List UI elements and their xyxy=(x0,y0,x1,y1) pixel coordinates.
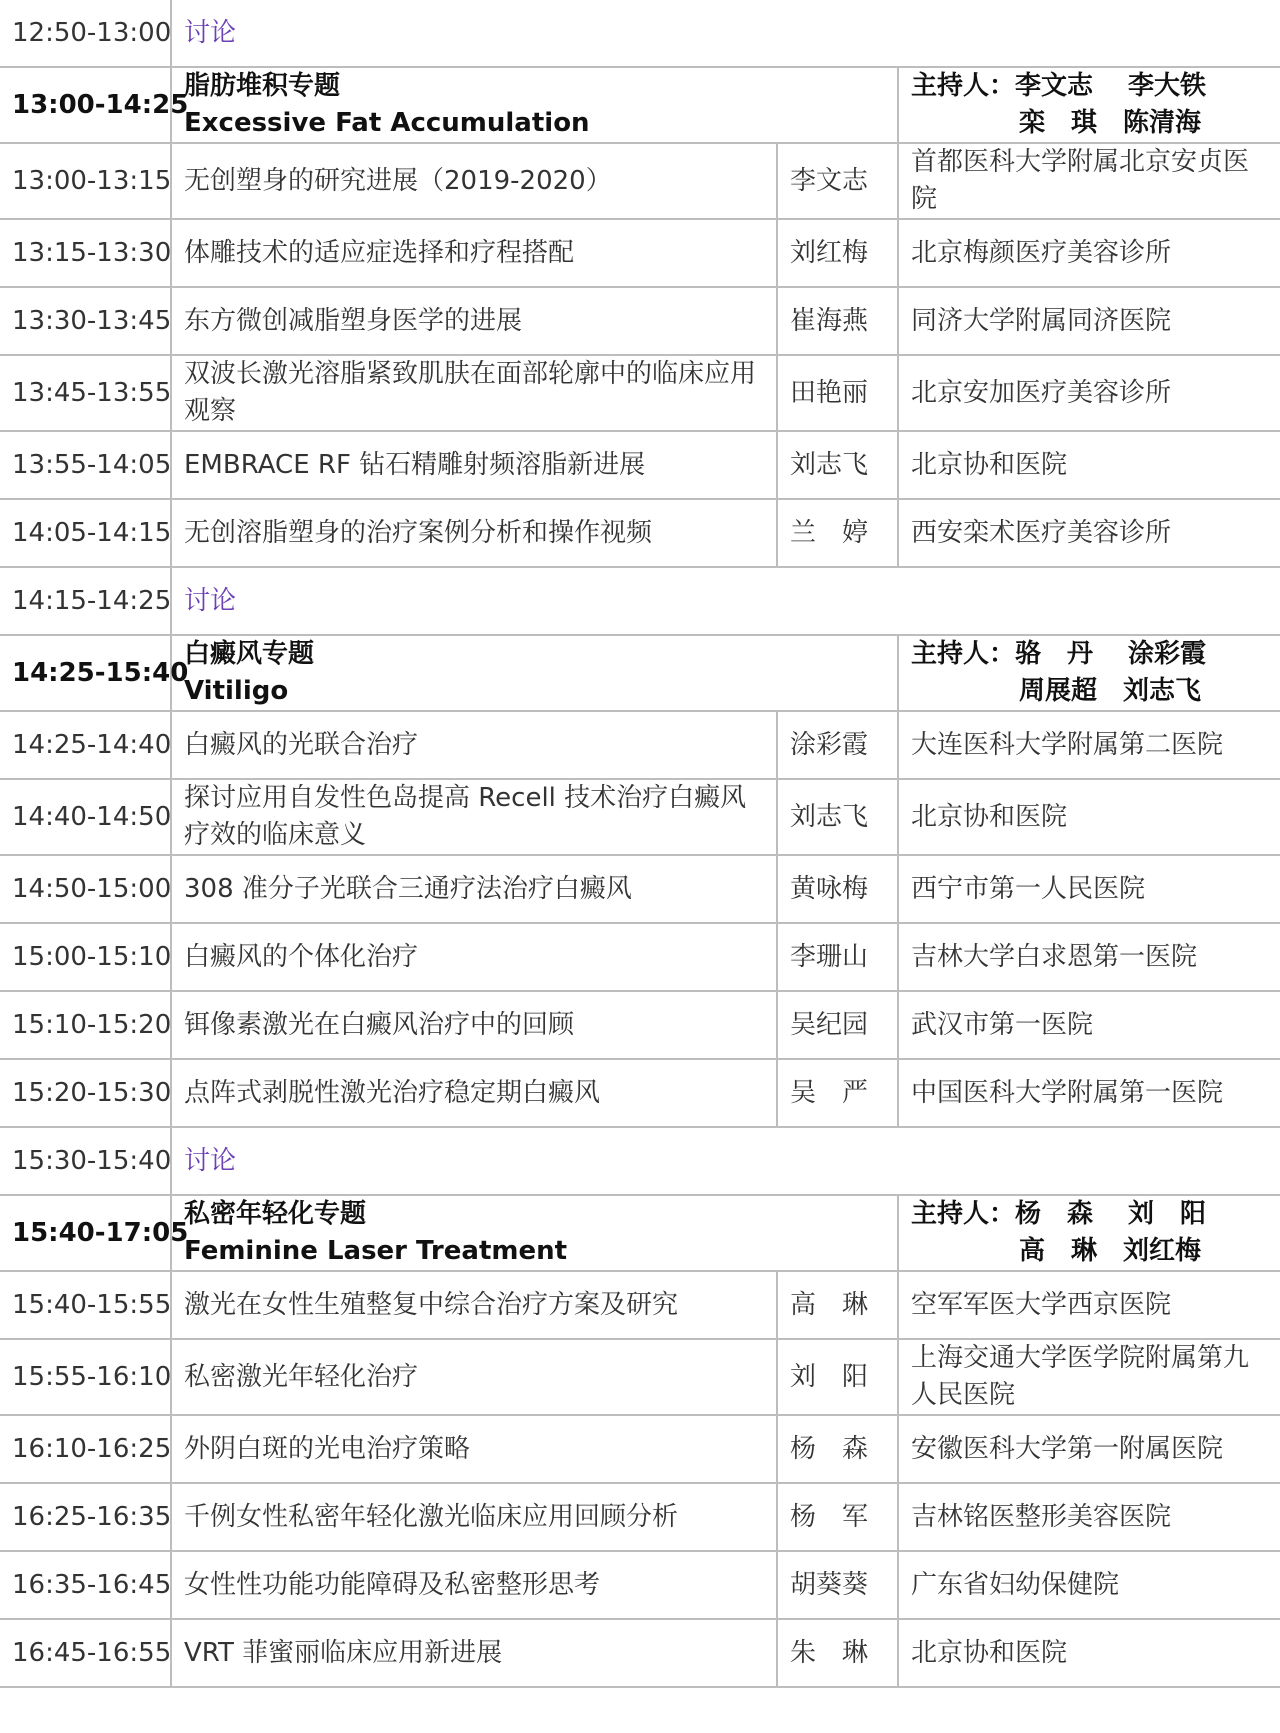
session-title-cn: 脂肪堆积专题 xyxy=(184,71,341,101)
topic-cell: 外阴白斑的光电治疗策略 xyxy=(171,1415,777,1483)
time-cell: 13:30-13:45 xyxy=(0,287,171,355)
topic-cell: 东方微创减脂塑身医学的进展 xyxy=(171,287,777,355)
talk-row xyxy=(0,143,1280,219)
talk-row xyxy=(0,287,1280,355)
session-header-row xyxy=(0,67,1280,143)
session-hosts-cell xyxy=(898,635,1280,711)
talk-row xyxy=(0,1551,1280,1619)
speaker-cell: 杨 军 xyxy=(777,1483,898,1551)
discussion-row xyxy=(0,1127,1280,1195)
topic-cell: 308 准分子光联合三通疗法治疗白癜风 xyxy=(171,855,777,923)
time-cell: 15:40-15:55 xyxy=(0,1271,171,1339)
talk-row xyxy=(0,1619,1280,1687)
topic-cell: 白癜风的个体化治疗 xyxy=(171,923,777,991)
speaker-cell: 刘 阳 xyxy=(777,1339,898,1415)
session-header-row xyxy=(0,635,1280,711)
hospital-cell: 同济大学附属同济医院 xyxy=(898,287,1280,355)
speaker-cell: 田艳丽 xyxy=(777,355,898,431)
speaker-cell: 崔海燕 xyxy=(777,287,898,355)
talk-row xyxy=(0,991,1280,1059)
session-time-cell: 15:40-17:05 xyxy=(0,1195,171,1271)
talk-row xyxy=(0,711,1280,779)
talk-row xyxy=(0,1271,1280,1339)
talk-row xyxy=(0,1483,1280,1551)
time-cell: 13:45-13:55 xyxy=(0,355,171,431)
time-cell: 13:00-13:15 xyxy=(0,143,171,219)
speaker-cell: 李珊山 xyxy=(777,923,898,991)
topic-cell: 铒像素激光在白癜风治疗中的回顾 xyxy=(171,991,777,1059)
hospital-cell: 空军军医大学西京医院 xyxy=(898,1271,1280,1339)
topic-cell: 千例女性私密年轻化激光临床应用回顾分析 xyxy=(171,1483,777,1551)
time-cell: 16:25-16:35 xyxy=(0,1483,171,1551)
topic-cell: 激光在女性生殖整复中综合治疗方案及研究 xyxy=(171,1271,777,1339)
time-cell: 16:45-16:55 xyxy=(0,1619,171,1687)
hospital-cell: 上海交通大学医学院附属第九人民医院 xyxy=(898,1339,1280,1415)
session-header-row xyxy=(0,1195,1280,1271)
speaker-cell: 刘红梅 xyxy=(777,219,898,287)
topic-cell: 女性性功能功能障碍及私密整形思考 xyxy=(171,1551,777,1619)
talk-row xyxy=(0,355,1280,431)
time-cell: 15:30-15:40 xyxy=(0,1127,171,1195)
hosts-line-2: 周展超 刘志飞 xyxy=(1019,676,1202,706)
time-cell: 14:40-14:50 xyxy=(0,779,171,855)
speaker-cell: 吴纪园 xyxy=(777,991,898,1059)
hospital-cell: 广东省妇幼保健院 xyxy=(898,1551,1280,1619)
talk-row xyxy=(0,1059,1280,1127)
discussion-label: 讨论 xyxy=(171,0,1280,67)
discussion-label: 讨论 xyxy=(171,1127,1280,1195)
speaker-cell: 李文志 xyxy=(777,143,898,219)
topic-cell: 双波长激光溶脂紧致肌肤在面部轮廓中的临床应用观察 xyxy=(171,355,777,431)
talk-row xyxy=(0,779,1280,855)
talk-row xyxy=(0,1415,1280,1483)
hospital-cell: 武汉市第一医院 xyxy=(898,991,1280,1059)
session-title-cn: 私密年轻化专题 xyxy=(184,1199,367,1229)
speaker-cell: 高 琳 xyxy=(777,1271,898,1339)
hospital-cell: 北京安加医疗美容诊所 xyxy=(898,355,1280,431)
hospital-cell: 北京协和医院 xyxy=(898,431,1280,499)
time-cell: 15:20-15:30 xyxy=(0,1059,171,1127)
topic-cell: 点阵式剥脱性激光治疗稳定期白癜风 xyxy=(171,1059,777,1127)
hosts-line-1: 主持人：李文志 李大铁 xyxy=(911,71,1207,101)
hospital-cell: 西安栾术医疗美容诊所 xyxy=(898,499,1280,567)
time-cell: 14:50-15:00 xyxy=(0,855,171,923)
speaker-cell: 胡葵葵 xyxy=(777,1551,898,1619)
hospital-cell: 西宁市第一人民医院 xyxy=(898,855,1280,923)
hosts-line-1: 主持人：骆 丹 涂彩霞 xyxy=(911,639,1207,669)
hospital-cell: 北京协和医院 xyxy=(898,779,1280,855)
hosts-line-1: 主持人：杨 森 刘 阳 xyxy=(911,1199,1207,1229)
speaker-cell: 涂彩霞 xyxy=(777,711,898,779)
session-title-en: Feminine Laser Treatment xyxy=(184,1236,568,1266)
time-cell: 15:55-16:10 xyxy=(0,1339,171,1415)
session-title-cell xyxy=(171,635,898,711)
topic-cell: VRT 菲蜜丽临床应用新进展 xyxy=(171,1619,777,1687)
session-title-en: Vitiligo xyxy=(184,676,289,706)
discussion-row xyxy=(0,567,1280,635)
hospital-cell: 首都医科大学附属北京安贞医院 xyxy=(898,143,1280,219)
session-title-cn: 白癜风专题 xyxy=(184,639,315,669)
speaker-cell: 黄咏梅 xyxy=(777,855,898,923)
speaker-cell: 刘志飞 xyxy=(777,779,898,855)
talk-row xyxy=(0,431,1280,499)
hospital-cell: 吉林铭医整形美容医院 xyxy=(898,1483,1280,1551)
topic-cell: 白癜风的光联合治疗 xyxy=(171,711,777,779)
time-cell: 14:05-14:15 xyxy=(0,499,171,567)
hospital-cell: 北京梅颜医疗美容诊所 xyxy=(898,219,1280,287)
session-time-cell: 14:25-15:40 xyxy=(0,635,171,711)
talk-row xyxy=(0,855,1280,923)
session-title-cell xyxy=(171,1195,898,1271)
speaker-cell: 兰 婷 xyxy=(777,499,898,567)
time-cell: 14:15-14:25 xyxy=(0,567,171,635)
talk-row xyxy=(0,219,1280,287)
hosts-line-2: 高 琳 刘红梅 xyxy=(1019,1236,1202,1266)
session-hosts-cell xyxy=(898,1195,1280,1271)
topic-cell: 私密激光年轻化治疗 xyxy=(171,1339,777,1415)
time-cell: 14:25-14:40 xyxy=(0,711,171,779)
hospital-cell: 中国医科大学附属第一医院 xyxy=(898,1059,1280,1127)
topic-cell: EMBRACE RF 钻石精雕射频溶脂新进展 xyxy=(171,431,777,499)
talk-row xyxy=(0,499,1280,567)
time-cell: 13:15-13:30 xyxy=(0,219,171,287)
speaker-cell: 刘志飞 xyxy=(777,431,898,499)
time-cell: 15:10-15:20 xyxy=(0,991,171,1059)
hospital-cell: 安徽医科大学第一附属医院 xyxy=(898,1415,1280,1483)
hospital-cell: 北京协和医院 xyxy=(898,1619,1280,1687)
speaker-cell: 朱 琳 xyxy=(777,1619,898,1687)
discussion-row xyxy=(0,0,1280,67)
time-cell: 15:00-15:10 xyxy=(0,923,171,991)
speaker-cell: 杨 森 xyxy=(777,1415,898,1483)
topic-cell: 体雕技术的适应症选择和疗程搭配 xyxy=(171,219,777,287)
time-cell: 16:10-16:25 xyxy=(0,1415,171,1483)
time-cell: 12:50-13:00 xyxy=(0,0,171,67)
time-cell: 16:35-16:45 xyxy=(0,1551,171,1619)
session-hosts-cell xyxy=(898,67,1280,143)
session-time-cell: 13:00-14:25 xyxy=(0,67,171,143)
discussion-label: 讨论 xyxy=(171,567,1280,635)
time-cell: 13:55-14:05 xyxy=(0,431,171,499)
session-title-cell xyxy=(171,67,898,143)
topic-cell: 无创塑身的研究进展（2019-2020） xyxy=(171,143,777,219)
talk-row xyxy=(0,1339,1280,1415)
hosts-line-2: 栾 琪 陈清海 xyxy=(1019,108,1202,138)
topic-cell: 无创溶脂塑身的治疗案例分析和操作视频 xyxy=(171,499,777,567)
topic-cell: 探讨应用自发性色岛提高 Recell 技术治疗白癜风疗效的临床意义 xyxy=(171,779,777,855)
speaker-cell: 吴 严 xyxy=(777,1059,898,1127)
session-title-en: Excessive Fat Accumulation xyxy=(184,108,590,138)
hospital-cell: 大连医科大学附属第二医院 xyxy=(898,711,1280,779)
hospital-cell: 吉林大学白求恩第一医院 xyxy=(898,923,1280,991)
talk-row xyxy=(0,923,1280,991)
